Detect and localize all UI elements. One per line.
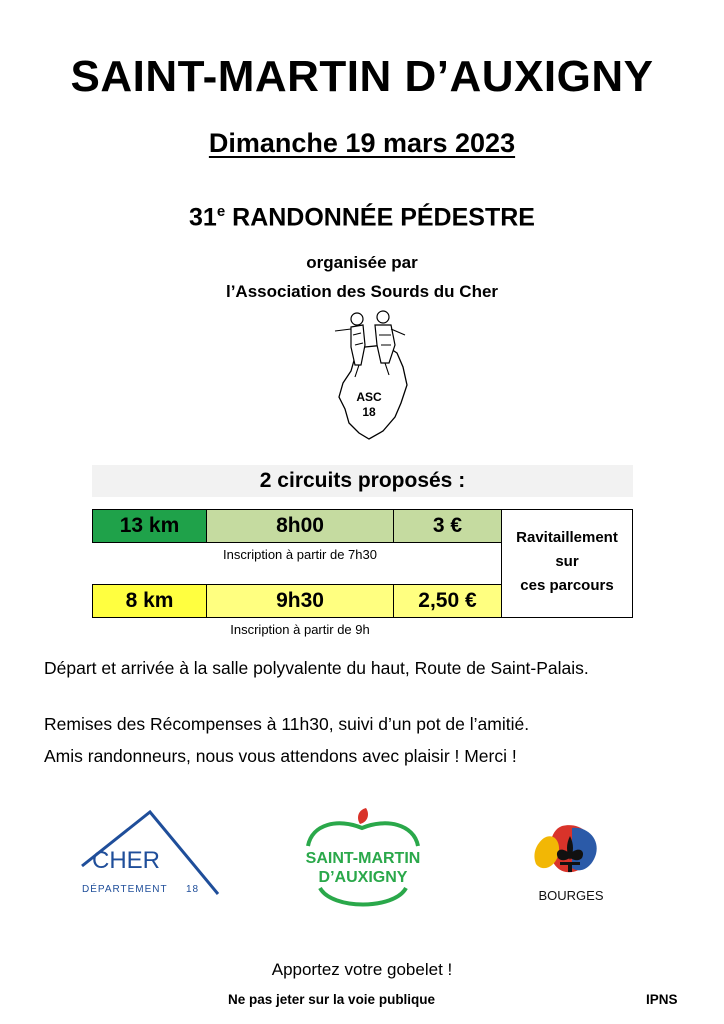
bourges-logo-name: BOURGES xyxy=(538,888,604,903)
hiker-right-head xyxy=(377,311,389,323)
event-number: 31 xyxy=(189,203,217,232)
event-name-text: RANDONNÉE PÉDESTRE xyxy=(225,203,535,232)
welcome-message: Amis randonneurs, nous vous attendons avec plaisir ! Merci ! xyxy=(44,746,517,766)
saint-martin-logo xyxy=(288,806,438,916)
circuit-2-price: 2,50 € xyxy=(393,584,502,618)
cher-logo-number: 18 xyxy=(186,884,200,895)
cher-department-logo xyxy=(78,806,223,901)
organiser-name: l’Association des Sourds du Cher xyxy=(225,282,499,301)
apple-outline-top xyxy=(308,823,418,846)
circuit-2-time: 9h30 xyxy=(206,584,394,618)
organised-by-label: organisée par xyxy=(306,253,418,272)
asc-logo xyxy=(325,305,420,445)
page-title: SAINT-MARTIN D’AUXIGNY xyxy=(70,52,654,101)
event-number-suffix: e xyxy=(216,203,226,220)
apple-leaf-icon xyxy=(358,808,368,824)
no-littering-note: Ne pas jeter sur la voie publique xyxy=(228,992,436,1007)
event-name xyxy=(0,203,724,232)
supply-note-line1: Ravitaillement xyxy=(516,529,618,546)
cher-logo-sub: DÉPARTEMENT xyxy=(82,884,168,895)
circuits-banner: 2 circuits proposés : xyxy=(92,465,633,497)
supply-note-line2: sur xyxy=(555,553,579,570)
supply-note xyxy=(501,509,633,618)
apple-outline-bottom xyxy=(320,888,406,905)
circuit-1-registration: Inscription à partir de 7h30 xyxy=(223,547,377,562)
bring-cup-note: Apportez votre gobelet ! xyxy=(271,960,453,979)
ipns-mark: IPNS xyxy=(646,992,678,1007)
bourges-logo xyxy=(510,808,632,913)
asc-logo-line2: 18 xyxy=(362,405,376,419)
hiker-details xyxy=(335,329,405,377)
circuit-1-time: 8h00 xyxy=(206,509,394,543)
cher-logo-name: CHER xyxy=(92,847,161,874)
supply-note-line3: ces parcours xyxy=(520,577,614,594)
departure-info: Départ et arrivée à la salle polyvalente du haut, Route de Saint-Palais. xyxy=(44,658,589,678)
hiker-left-body xyxy=(351,325,365,365)
sm-logo-line1: SAINT-MARTIN xyxy=(305,850,421,867)
circuit-1-distance: 13 km xyxy=(92,509,207,543)
hiker-right-body xyxy=(375,325,395,363)
event-date-text: Dimanche 19 mars 2023 xyxy=(208,128,516,158)
awards-info: Remises des Récompenses à 11h30, suivi d’un pot de l’amitié. xyxy=(44,714,530,734)
asc-logo-line1: ASC xyxy=(356,390,382,404)
circuit-2-registration: Inscription à partir de 9h xyxy=(230,622,370,637)
circuit-1-price: 3 € xyxy=(393,509,502,543)
hiker-left-head xyxy=(351,313,363,325)
event-date xyxy=(0,128,724,159)
circuit-2-distance: 8 km xyxy=(92,584,207,618)
sm-logo-line2: D’AUXIGNY xyxy=(318,869,408,886)
